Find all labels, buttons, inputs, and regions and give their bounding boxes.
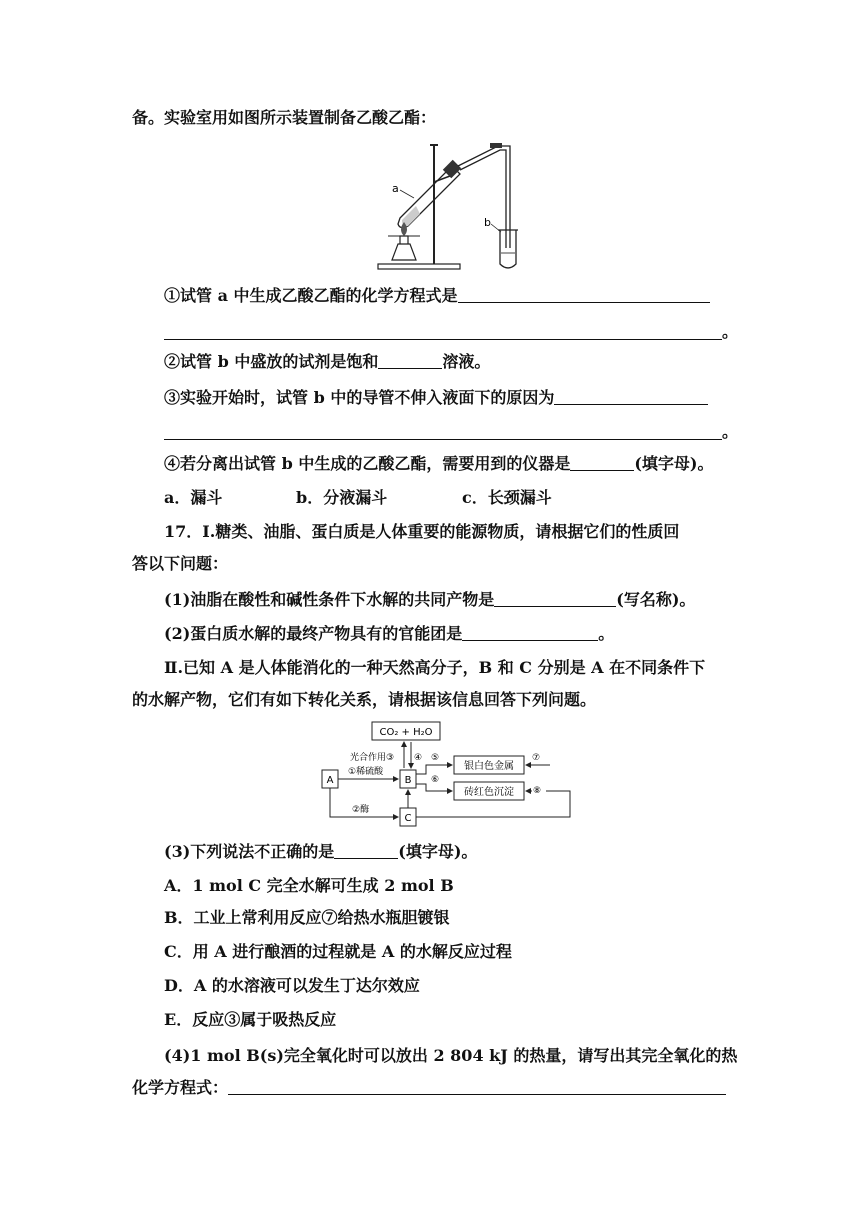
box-red: 砖红色沉淀 xyxy=(464,787,514,798)
label-6: ⑥ xyxy=(431,775,440,785)
box-a: A xyxy=(326,775,334,786)
q17-p4-line2 xyxy=(132,1078,726,1098)
q16-item1-end: 。 xyxy=(722,322,739,341)
q16-item1 xyxy=(164,286,710,306)
q17-p1-pre: (1)油脂在酸性和碱性条件下水解的共同产物是 xyxy=(164,590,495,609)
q16-item3-text: ③实验开始时，试管 b 中的导管不伸入液面下的原因为 xyxy=(164,388,555,407)
label-a: a xyxy=(392,182,399,195)
label-7: ⑦ xyxy=(532,753,541,763)
intro-text: 备。实验室用如图所示装置制备乙酸乙酯： xyxy=(132,108,437,127)
label-5: ⑤ xyxy=(431,753,440,763)
q16-item3-blank[interactable] xyxy=(554,388,708,405)
q16-item3-end: 。 xyxy=(722,422,739,441)
q17-p1-post: (写名称)。 xyxy=(616,590,696,609)
label-enzyme: ②酶 xyxy=(352,805,370,815)
q16-item4-blank[interactable] xyxy=(570,454,634,471)
q17-intro-line1: 17．Ⅰ.糖类、油脂、蛋白质是人体重要的能源物质，请根据它们的性质回 xyxy=(164,522,680,541)
box-b: B xyxy=(404,775,412,786)
q17-p3 xyxy=(164,842,477,862)
q17-choice-e: E．反应③属于吸热反应 xyxy=(164,1010,337,1029)
box-co2: CO₂ + H₂O xyxy=(379,727,433,738)
q17-p4-line2-text: 化学方程式： xyxy=(132,1078,229,1097)
q16-item4-pre: ④若分离出试管 b 中生成的乙酸乙酯，需要用到的仪器是 xyxy=(164,454,571,473)
q16-item2 xyxy=(164,352,490,372)
q17-part2-line2: 的水解产物，它们有如下转化关系，请根据该信息回答下列问题。 xyxy=(132,690,597,709)
q17-part2-line1: Ⅱ.已知 A 是人体能消化的一种天然高分子，B 和 C 分别是 A 在不同条件下 xyxy=(164,658,706,677)
box-c: C xyxy=(404,813,412,824)
q16-option-a: a．漏斗 xyxy=(164,488,223,507)
q17-p2 xyxy=(164,624,614,644)
q17-p1 xyxy=(164,590,695,610)
q16-item2-post: 溶液。 xyxy=(442,352,491,371)
label-acid: ①稀硫酸 xyxy=(348,767,384,777)
q17-p3-blank[interactable] xyxy=(334,842,398,859)
q17-choice-c: C．用 A 进行酿酒的过程就是 A 的水解反应过程 xyxy=(164,942,512,961)
q17-p3-post: (填字母)。 xyxy=(398,842,478,861)
q16-item2-pre: ②试管 b 中盛放的试剂是饱和 xyxy=(164,352,379,371)
q17-p2-post: 。 xyxy=(598,624,615,643)
q17-p1-blank[interactable] xyxy=(494,590,616,607)
q16-item4-post: (填字母)。 xyxy=(634,454,714,473)
q16-item1-text: ①试管 a 中生成乙酸乙酯的化学方程式是 xyxy=(164,286,458,305)
q17-choice-b: B．工业上常利用反应⑦给热水瓶胆镀银 xyxy=(164,908,450,927)
q16-item2-blank[interactable] xyxy=(378,352,442,369)
apparatus-figure xyxy=(370,140,540,275)
q17-choice-d: D．A 的水溶液可以发生丁达尔效应 xyxy=(164,976,420,995)
q17-p4-blank[interactable] xyxy=(228,1078,726,1095)
q17-p2-blank[interactable] xyxy=(462,624,598,641)
box-silver: 银白色金属 xyxy=(464,761,514,772)
label-8: ⑧ xyxy=(533,786,542,796)
q17-p2-pre: (2)蛋白质水解的最终产物具有的官能团是 xyxy=(164,624,463,643)
q16-option-c: c．长颈漏斗 xyxy=(462,488,552,507)
label-b: b xyxy=(484,216,491,229)
label-photo: 光合作用③ xyxy=(350,753,395,763)
conversion-diagram xyxy=(318,716,578,830)
q16-option-b: b．分液漏斗 xyxy=(296,488,388,507)
q17-intro-line2: 答以下问题： xyxy=(132,554,229,573)
q17-p3-pre: (3)下列说法不正确的是 xyxy=(164,842,335,861)
q16-item1-blank[interactable] xyxy=(458,286,710,303)
q16-item3 xyxy=(164,388,708,408)
q17-choice-a: A．1 mol C 完全水解可生成 2 mol B xyxy=(164,876,454,895)
q16-item4 xyxy=(164,454,714,474)
label-4: ④ xyxy=(414,753,423,763)
q17-p4-line1: (4)1 mol B(s)完全氧化时可以放出 2 804 kJ 的热量，请写出其完全氧化的热 xyxy=(164,1046,738,1065)
q16-item1-blank-line2[interactable] xyxy=(164,338,722,340)
q16-item3-blank-line2[interactable] xyxy=(164,438,722,440)
